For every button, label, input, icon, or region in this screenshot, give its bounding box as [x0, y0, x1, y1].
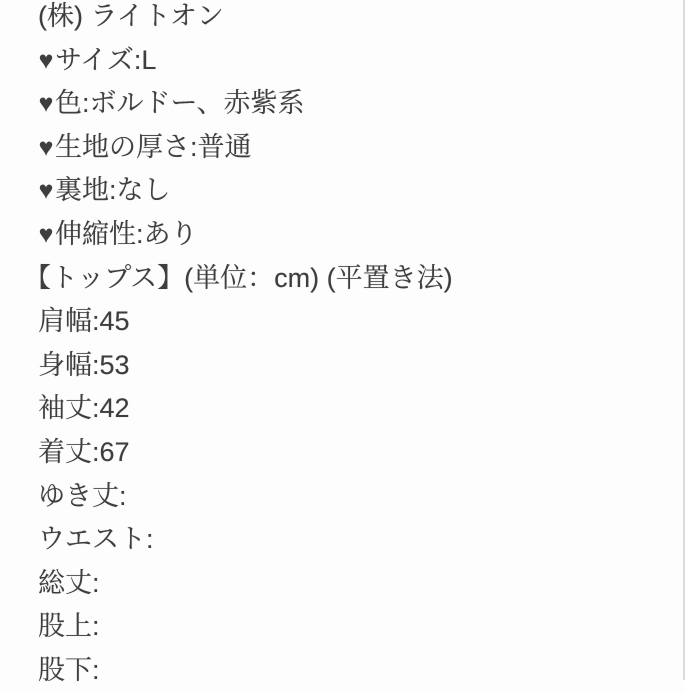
line-fabric-thickness	[38, 126, 685, 170]
rise-text: 股上:	[38, 611, 100, 642]
line-yuki-length	[38, 475, 685, 519]
inseam-text: 股下:	[38, 654, 100, 685]
line-size	[38, 39, 685, 83]
line-shoulder-width	[38, 300, 685, 344]
heart-icon: ♥	[38, 45, 54, 74]
yuki-length-text: ゆき丈:	[38, 480, 127, 511]
line-section-header	[24, 257, 685, 301]
line-sleeve-length	[38, 387, 685, 431]
heart-icon: ♥	[38, 89, 54, 118]
line-stretch	[38, 213, 685, 257]
line-total-length	[38, 562, 685, 606]
heart-icon: ♥	[38, 133, 54, 161]
waist-text: ウエスト:	[38, 524, 154, 555]
heart-icon: ♥	[38, 220, 54, 248]
line-color	[38, 82, 685, 126]
line-lining	[38, 169, 685, 213]
body-width-text: 身幅:53	[38, 349, 130, 380]
size-text: サイズ:L	[55, 44, 157, 75]
garment-length-text: 着丈:67	[38, 436, 130, 467]
line-brand	[38, 0, 685, 39]
color-text: 色:ボルドー、赤紫系	[55, 88, 305, 119]
line-inseam	[38, 649, 685, 693]
fabric-thickness-text: 生地の厚さ:普通	[55, 131, 252, 162]
line-rise	[38, 605, 685, 649]
line-waist	[38, 518, 685, 562]
lining-text: 裏地:なし	[55, 175, 171, 206]
stretch-text: 伸縮性:あり	[55, 218, 198, 249]
heart-icon: ♥	[38, 176, 54, 205]
brand-text: (株) ライトオン	[38, 1, 224, 31]
section-header-text: 【トップス】(単位：cm) (平置き法)	[24, 262, 453, 293]
shoulder-width-text: 肩幅:45	[38, 306, 130, 337]
total-length-text: 総丈:	[38, 567, 100, 598]
line-garment-length	[38, 431, 685, 475]
line-body-width	[38, 344, 685, 388]
sleeve-length-text: 袖丈:42	[38, 393, 130, 424]
